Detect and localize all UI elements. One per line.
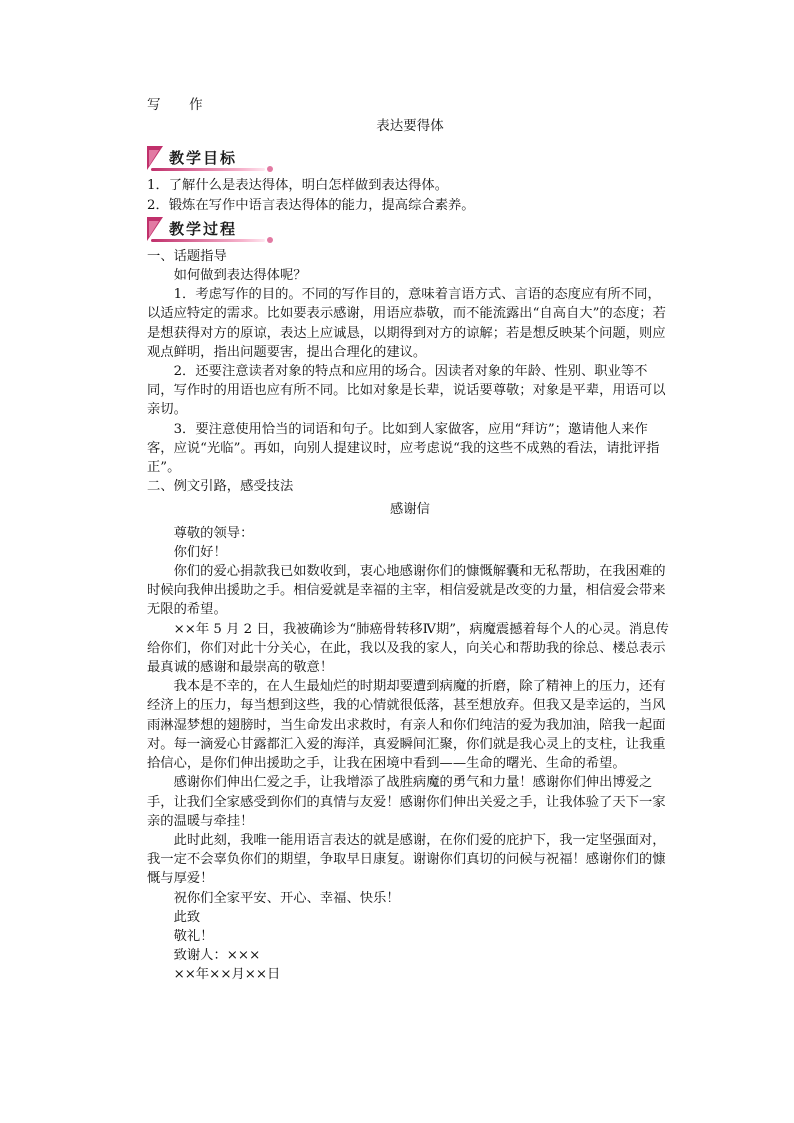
letter-paragraph: 感谢你们伸出仁爱之手，让我增添了战胜病魔的勇气和力量！感谢你们伸出博爱之手，让我们全家感受到你们的真情与友爱！感谢你们伸出关爱之手，让我体验了天下一家亲的温暖与牵挂！ [147, 775, 666, 829]
page-title: 表达要得体 [376, 118, 444, 135]
banner-dot-icon [267, 166, 273, 172]
banner-triangle-inner-icon [149, 150, 159, 166]
question-text: 如何做到表达得体呢？ [173, 268, 307, 284]
letter-paragraph: 我本是不幸的，在人生最灿烂的时期却要遭到病魔的折磨，除了精神上的压力，还有经济上的压力，每当想到这些，我的心情就很低落，甚至想放弃。但我又是幸运的，当风雨淋湿梦想的翅膀时，当生命发出求救时，有亲人和你们纯洁的爱为我加油，陪我一起面对。每一滴爱心甘露都汇入爱的海洋，真爱瞬间汇聚，你们就是我心灵上的支柱，让我重拾信心，是你们伸出援助之手，让我在困境中看到——生命的曙光、生命的希望。 [147, 679, 666, 772]
goals-banner-label: 教学目标 [169, 149, 238, 168]
document-page [147, 96, 673, 985]
letter-salutation: 尊敬的领导： [173, 525, 254, 541]
letter-paragraph: ××年 5 月 2 日，我被确诊为“肺癌骨转移Ⅳ期”，病魔震撼着每个人的心灵。消息传给你们，你们对此十分关心，在此，我以及我的家人，向关心和帮助我的徐总、楼总表示最真诚的感谢和最崇高的敬意！ [147, 621, 669, 676]
letter-paragraph: 此时此刻，我唯一能用语言表达的就是感谢，在你们爱的庇护下，我一定坚强面对，我一定不会辜负你们的期望，争取早日康复。谢谢你们真切的问候与祝福！感谢你们的慷慨与厚爱！ [147, 832, 666, 887]
letter-paragraph: 祝你们全家平安、开心、幸福、快乐！ [173, 890, 400, 906]
letter-date: ××年××月××日 [173, 967, 281, 983]
banner-underline [151, 168, 265, 171]
process-banner [147, 217, 267, 243]
letter-signer: 致谢人：××× [173, 948, 261, 964]
letter-paragraph: 你们的爱心捐款我已如数收到，衷心地感谢你们的慷慨解囊和无私帮助，在我困难的时候向我伸出援助之手。相信爱就是幸福的主宰，相信爱就是改变的力量，相信爱会带来无限的希望。 [147, 564, 666, 618]
letter-greeting: 你们好！ [173, 544, 227, 560]
banner-triangle-inner-icon [149, 221, 159, 237]
goals-banner [147, 146, 267, 172]
section-heading: 写 作 [147, 97, 215, 113]
guide-point: 3．要注意使用恰当的词语和句子。比如到人家做客，应用“拜访”；邀请他人来作客，应说“光临”。再如，向别人提建议时，应考虑说“我的这些不成熟的看法，请批评指正”。 [147, 421, 660, 476]
banner-dot-icon [267, 237, 273, 243]
letter-closing-salute: 敬礼！ [173, 928, 214, 944]
process-banner-label: 教学过程 [169, 219, 238, 238]
guide-point: 1．考虑写作的目的。不同的写作目的，意味着言语方式、言语的态度应有所不同，以适应特定的需求。比如要表示感谢，用语应恭敬，而不能流露出“自高自大”的态度；若是想获得对方的原谅，表达上应诚恳，以期得到对方的谅解；若是想反映某个问题，则应观点鲜明，指出问题要害，提出合理化的建议。 [147, 287, 666, 360]
guide-point: 2．还要注意读者对象的特点和应用的场合。因读者对象的年龄、性别、职业等不同，写作时的用语也应有所不同。比如对象是长辈，说话要尊敬；对象是平辈，用语可以亲切。 [147, 364, 666, 418]
letter-title: 感谢信 [390, 502, 430, 518]
goal-item: 1．了解什么是表达得体，明白怎样做到表达得体。 [147, 178, 448, 194]
part1-heading: 一、话题指导 [147, 248, 227, 264]
goal-item: 2．锻炼在写作中语言表达得体的能力，提高综合素养。 [147, 197, 475, 213]
part2-heading: 二、例文引路，感受技法 [147, 479, 294, 495]
banner-underline [151, 239, 265, 242]
letter-closing: 此致 [173, 909, 201, 925]
